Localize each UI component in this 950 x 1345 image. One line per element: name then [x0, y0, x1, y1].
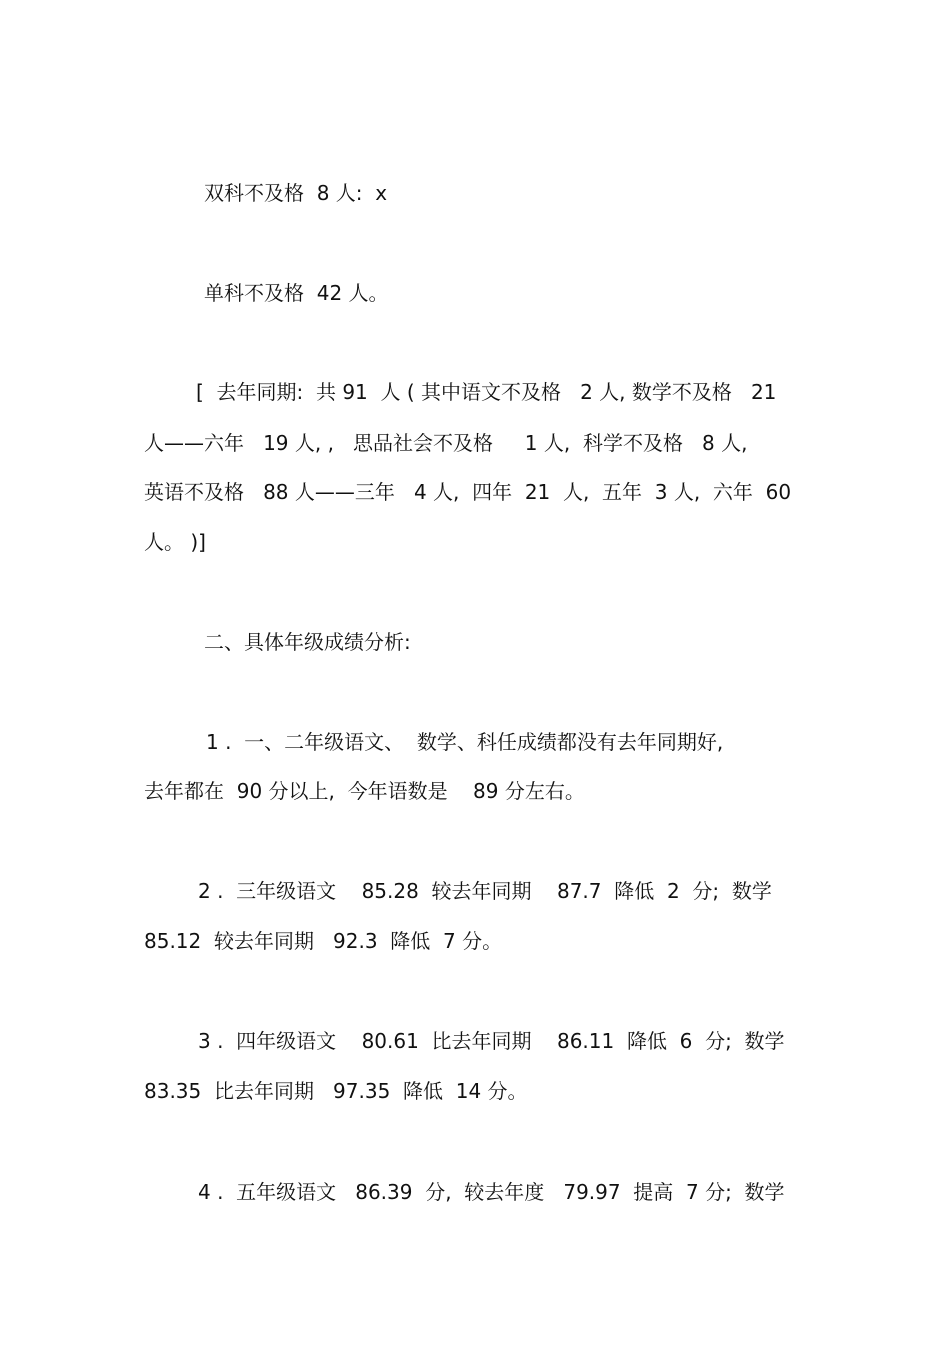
text-line: 1 . 一、二年级语文、 数学、科任成绩都没有去年同期好,	[206, 730, 724, 754]
text-line: 去年都在 90 分以上, 今年语数是 89 分左右。	[144, 779, 585, 803]
text-line: 2 . 三年级语文 85.28 较去年同期 87.7 降低 2 分; 数学	[198, 879, 772, 903]
text-line: 人——六年 19 人, , 思品社会不及格 1 人, 科学不及格 8 人,	[144, 431, 748, 455]
text-line: 单科不及格 42 人。	[204, 281, 389, 305]
section-heading: 二、具体年级成绩分析:	[204, 630, 411, 654]
text-line: 83.35 比去年同期 97.35 降低 14 分。	[144, 1079, 528, 1103]
text-line: 85.12 较去年同期 92.3 降低 7 分。	[144, 929, 503, 953]
text-line: 人。 )]	[144, 530, 206, 554]
text-line: 3 . 四年级语文 80.61 比去年同期 86.11 降低 6 分; 数学	[198, 1029, 785, 1053]
text-line: [ 去年同期: 共 91 人 ( 其中语文不及格 2 人, 数学不及格 21	[196, 380, 777, 404]
text-line: 双科不及格 8 人: x	[204, 181, 388, 205]
text-line: 4 . 五年级语文 86.39 分, 较去年度 79.97 提高 7 分; 数学	[198, 1180, 785, 1204]
text-line: 英语不及格 88 人——三年 4 人, 四年 21 人, 五年 3 人, 六年 60	[144, 480, 792, 504]
